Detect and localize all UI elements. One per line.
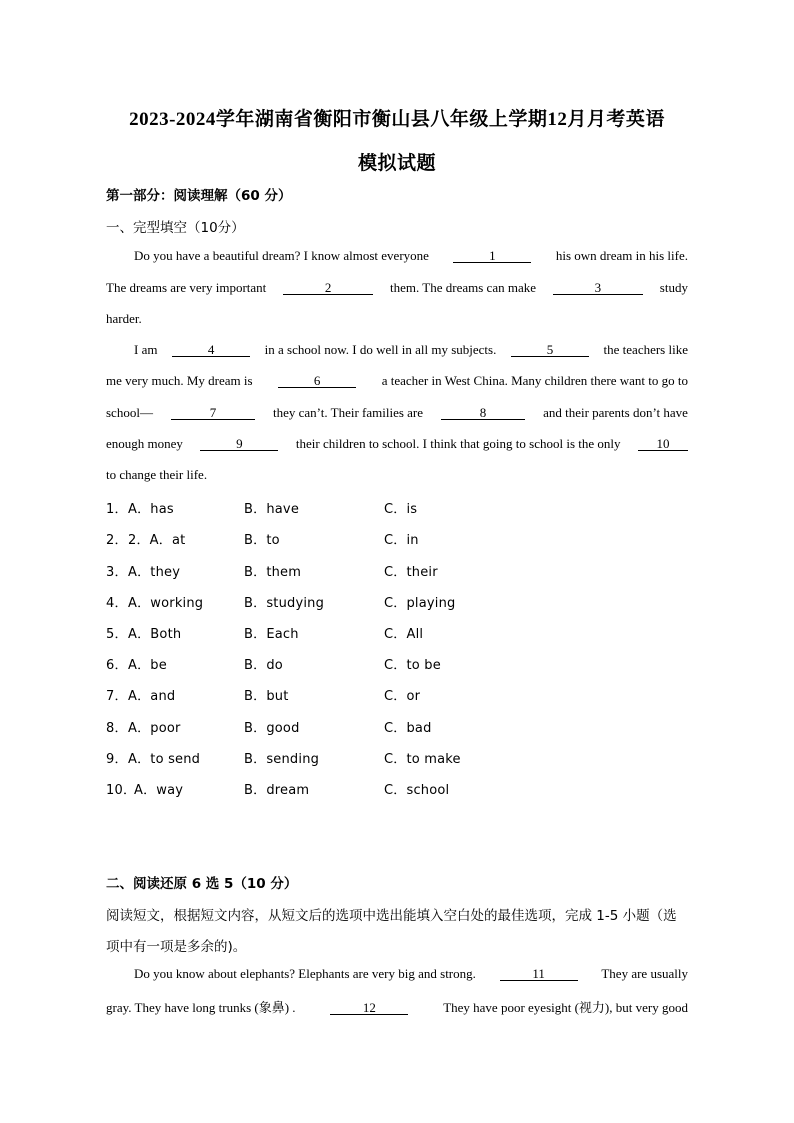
- cloze-blank-5[interactable]: 5: [511, 343, 589, 357]
- cloze-line-4: [134, 342, 688, 358]
- cloze-text: school—: [106, 405, 153, 420]
- option-a[interactable]: A．has: [128, 502, 174, 517]
- cloze-text: their children to school. I think that going to school is the only: [295, 436, 621, 451]
- question-number: 3．: [106, 565, 128, 580]
- cloze-blank-2[interactable]: 2: [283, 281, 373, 295]
- cloze-text: enough money: [106, 436, 183, 451]
- cloze-line-3: [106, 311, 688, 327]
- option-c[interactable]: C．school: [384, 783, 450, 798]
- option-b[interactable]: B．good: [244, 721, 300, 736]
- cloze-blank-7[interactable]: 7: [171, 406, 255, 420]
- reading-text: gray. They have long trunks (象鼻) .: [106, 1000, 296, 1015]
- question-number: 6．: [106, 658, 128, 673]
- cloze-text: and their parents don’t have: [543, 405, 688, 420]
- part1-heading: 第一部分：阅读理解（60 分）: [106, 188, 292, 204]
- cloze-text: in a school now. I do well in all my subjects.: [264, 342, 497, 357]
- option-c[interactable]: C．or: [384, 689, 421, 704]
- option-a[interactable]: A．be: [128, 658, 167, 673]
- question-number: 10．: [106, 783, 137, 798]
- option-a[interactable]: A．and: [128, 689, 176, 704]
- cloze-line-5: [106, 373, 688, 389]
- option-b[interactable]: B．studying: [244, 596, 325, 611]
- cloze-text: they can’t. Their families are: [272, 405, 424, 420]
- cloze-text: to change their life.: [106, 467, 208, 482]
- cloze-text: the teachers like: [603, 342, 688, 357]
- reading-line-2: [106, 997, 688, 1016]
- cloze-blank-6[interactable]: 6: [278, 374, 356, 388]
- cloze-blank-4[interactable]: 4: [172, 343, 250, 357]
- reading-blank-11[interactable]: 11: [500, 967, 578, 981]
- cloze-text: me very much. My dream is: [106, 373, 253, 388]
- reading-text: They have poor eyesight (视力), but very good: [443, 1000, 688, 1015]
- reading-blank-12[interactable]: 12: [330, 1001, 408, 1015]
- cloze-line-7: [106, 436, 688, 452]
- option-b[interactable]: B．but: [244, 689, 289, 704]
- option-c[interactable]: C．to make: [384, 752, 461, 767]
- option-a[interactable]: A．to send: [128, 752, 201, 767]
- option-c[interactable]: C．is: [384, 502, 418, 517]
- option-b[interactable]: B．do: [244, 658, 283, 673]
- option-c[interactable]: C．bad: [384, 721, 432, 736]
- cloze-line-2: [106, 280, 688, 296]
- option-a[interactable]: A．poor: [128, 721, 181, 736]
- option-a[interactable]: 2．A．at: [128, 533, 186, 548]
- cloze-line-1: [134, 248, 688, 264]
- cloze-text: The dreams are very important: [106, 280, 267, 295]
- cloze-text: them. The dreams can make: [390, 280, 536, 295]
- question-number: 2．: [106, 533, 128, 548]
- option-a[interactable]: A．Both: [128, 627, 182, 642]
- cloze-blank-3[interactable]: 3: [553, 281, 643, 295]
- cloze-line-8: [106, 467, 688, 483]
- option-c[interactable]: C．All: [384, 627, 424, 642]
- cloze-text: Do you have a beautiful dream? I know almost everyone: [134, 248, 429, 263]
- reading-instructions-2: 项中有一项是多余的)。: [106, 939, 247, 955]
- cloze-text: I am: [134, 342, 158, 357]
- option-c[interactable]: C．to be: [384, 658, 441, 673]
- cloze-text: harder.: [106, 311, 142, 326]
- reading-instructions-1: 阅读短文，根据短文内容，从短文后的选项中选出能填入空白处的最佳选项，完成 1-5 小题（选: [106, 908, 677, 924]
- question-number: 7．: [106, 689, 128, 704]
- option-b[interactable]: B．have: [244, 502, 300, 517]
- option-b[interactable]: B．sending: [244, 752, 320, 767]
- option-c[interactable]: C．in: [384, 533, 419, 548]
- option-b[interactable]: B．them: [244, 565, 302, 580]
- cloze-blank-1[interactable]: 1: [453, 249, 531, 263]
- exam-subtitle: 模拟试题: [357, 153, 436, 174]
- option-b[interactable]: B．dream: [244, 783, 310, 798]
- cloze-line-6: [106, 405, 688, 421]
- cloze-blank-8[interactable]: 8: [441, 406, 525, 420]
- cloze-blank-9[interactable]: 9: [200, 437, 278, 451]
- question-number: 4．: [106, 596, 128, 611]
- exam-title: 2023-2024学年湖南省衡阳市衡山县八年级上学期12月月考英语: [129, 109, 665, 130]
- reading-line-1: [134, 966, 688, 982]
- option-a[interactable]: A．working: [128, 596, 204, 611]
- option-c[interactable]: C．playing: [384, 596, 456, 611]
- question-number: 8．: [106, 721, 128, 736]
- option-a[interactable]: A．way: [134, 783, 184, 798]
- reading-text: Do you know about elephants? Elephants are very big and strong.: [134, 966, 476, 981]
- cloze-text: his own dream in his life.: [555, 248, 688, 263]
- cloze-text: study: [659, 280, 688, 295]
- option-b[interactable]: B．Each: [244, 627, 299, 642]
- question-number: 1．: [106, 502, 128, 517]
- option-b[interactable]: B．to: [244, 533, 280, 548]
- reading-text: They are usually: [601, 966, 688, 981]
- reading-heading: 二、阅读还原 6 选 5（10 分）: [106, 876, 298, 892]
- option-c[interactable]: C．their: [384, 565, 438, 580]
- cloze-blank-10[interactable]: 10: [638, 437, 688, 451]
- question-number: 9．: [106, 752, 128, 767]
- option-a[interactable]: A．they: [128, 565, 181, 580]
- question-number: 5．: [106, 627, 128, 642]
- cloze-heading: 一、完型填空（10分）: [106, 220, 245, 236]
- cloze-text: a teacher in West China. Many children there want to go to: [381, 373, 688, 388]
